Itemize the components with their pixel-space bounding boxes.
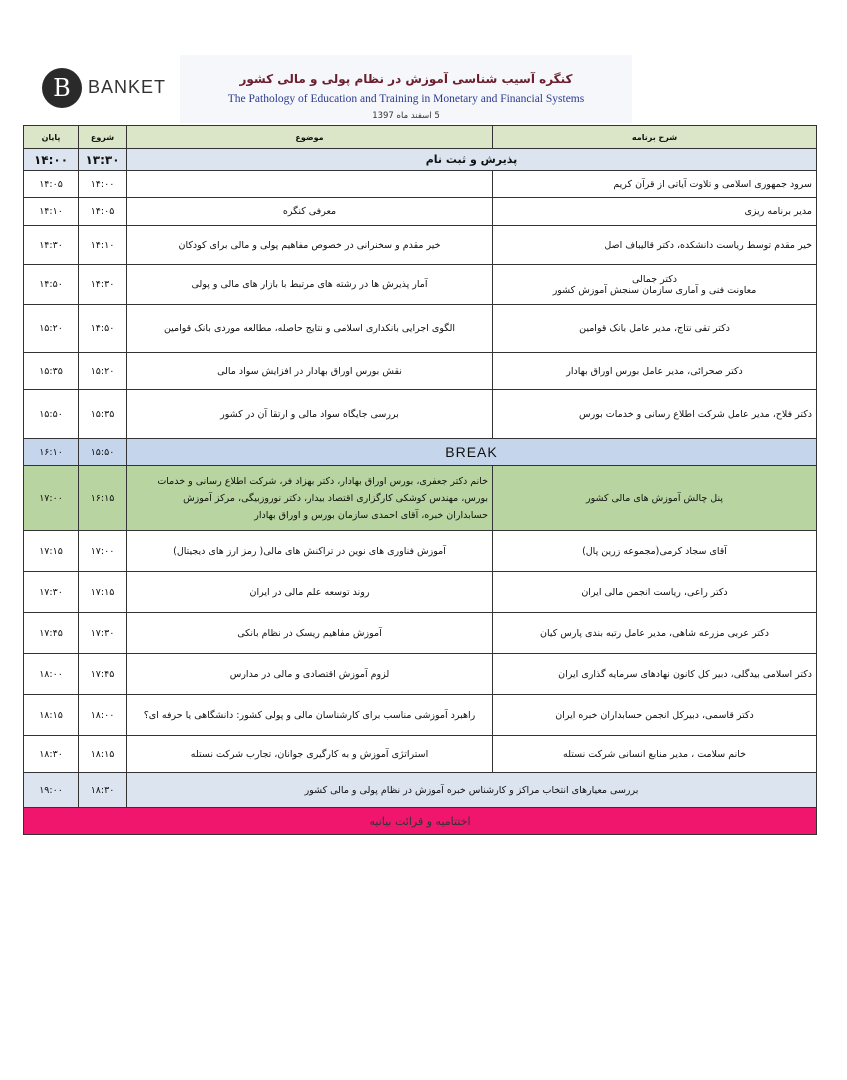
congress-header xyxy=(180,55,632,123)
title-english: The Pathology of Education and Training in Monetary and Financial Systems xyxy=(227,93,585,105)
table-row xyxy=(24,572,817,613)
topic-cell: آموزش فناوری های نوین در تراکنش های مالی( رمز ارز های دیجیتال) xyxy=(127,531,493,572)
description-cell: خانم سلامت ، مدیر منابع انسانی شرکت نستله xyxy=(493,736,817,773)
table-row xyxy=(24,390,817,439)
topic-cell: الگوی اجرایی بانکداری اسلامی و نتایج حاصله، مطالعه موردی بانک قوامین xyxy=(127,305,493,353)
panel-members-line: خانم دکتر جعفری، بورس اوراق بهادار، دکتر بهزاد فر، شرکت اطلاع رسانی و خدمات xyxy=(157,475,488,487)
start-time: ۱۸:۱۵ xyxy=(79,736,127,773)
closing-ceremony-row xyxy=(24,808,817,835)
description-cell: دکتر تقی نتاج، مدیر عامل بانک قوامین xyxy=(493,305,817,353)
banket-logo xyxy=(42,68,172,108)
panel-members-line: حسابداران خبره، آقای احمدی سازمان بورس و اوراق بهادار xyxy=(254,509,488,521)
table-row xyxy=(24,695,817,736)
end-time: ۱۷:۳۰ xyxy=(24,572,79,613)
end-time: ۱۴:۰۰ xyxy=(24,149,79,171)
table-row xyxy=(24,353,817,390)
header-start: شروع xyxy=(79,126,127,149)
table-row xyxy=(24,736,817,773)
description-cell: سرود جمهوری اسلامی و تلاوت آیاتی از قرآن کریم xyxy=(493,171,817,198)
speaker-title: معاونت فنی و آماری سازمان سنجش آموزش کشور xyxy=(552,284,757,296)
panel-members-line: بورس، مهندس کوشکی کارگزاری اقتصاد بیدار، دکتر نوروزبیگی، مرکز آموزش xyxy=(183,492,488,504)
end-time: ۱۸:۱۵ xyxy=(24,695,79,736)
start-time: ۱۷:۰۰ xyxy=(79,531,127,572)
table-row xyxy=(24,171,817,198)
table-header-row xyxy=(24,126,817,149)
schedule-table xyxy=(23,125,817,835)
event-date: 5 اسفند ماه 1397 xyxy=(372,111,440,121)
header-end: پایان xyxy=(24,126,79,149)
start-time: ۱۵:۳۵ xyxy=(79,390,127,439)
topic-cell: لزوم آموزش اقتصادی و مالی در مدارس xyxy=(127,654,493,695)
registration-row xyxy=(24,149,817,171)
start-time: ۱۴:۳۰ xyxy=(79,265,127,305)
topic-cell: استراتژی آموزش و به کارگیری جوانان، تجارب شرکت نستله xyxy=(127,736,493,773)
topic-cell: خیر مقدم و سخنرانی در خصوص مفاهیم پولی و مالی برای کودکان xyxy=(127,226,493,265)
end-time: ۱۵:۵۰ xyxy=(24,390,79,439)
description-cell: دکتر عربی مزرعه شاهی، مدیر عامل رتبه بندی پارس کیان xyxy=(493,613,817,654)
end-time: ۱۷:۴۵ xyxy=(24,613,79,654)
closing-review-label: بررسی معیارهای انتخاب مراکز و کارشناس خبره آموزش در نظام پولی و مالی کشور xyxy=(127,773,817,808)
description-cell: دکتر صحرائی، مدیر عامل بورس اوراق بهادار xyxy=(493,353,817,390)
header-topic: موضوع xyxy=(127,126,493,149)
start-time: ۱۷:۱۵ xyxy=(79,572,127,613)
start-time: ۱۴:۰۰ xyxy=(79,171,127,198)
end-time: ۱۴:۰۵ xyxy=(24,171,79,198)
table-row xyxy=(24,198,817,226)
end-time: ۱۵:۳۵ xyxy=(24,353,79,390)
registration-label: پذیرش و ثبت نام xyxy=(127,149,817,171)
end-time: ۱۴:۳۰ xyxy=(24,226,79,265)
description-cell: دکتر اسلامی بیدگلی، دبیر کل کانون نهادهای سرمایه گذاری ایران xyxy=(493,654,817,695)
end-time: ۱۷:۰۰ xyxy=(24,466,79,531)
title-persian: کنگره آسیب شناسی آموزش در نظام پولی و مالی کشور xyxy=(239,72,573,86)
start-time: ۱۸:۰۰ xyxy=(79,695,127,736)
topic-cell: بررسی جایگاه سواد مالی و ارتقا آن در کشور xyxy=(127,390,493,439)
start-time: ۱۷:۳۰ xyxy=(79,613,127,654)
start-time: ۱۷:۴۵ xyxy=(79,654,127,695)
end-time: ۱۸:۰۰ xyxy=(24,654,79,695)
panel-row xyxy=(24,466,817,531)
break-label: BREAK xyxy=(127,439,817,466)
topic-cell: روند توسعه علم مالی در ایران xyxy=(127,572,493,613)
table-row xyxy=(24,305,817,353)
header-description: شرح برنامه xyxy=(493,126,817,149)
description-cell: دکتر فلاح، مدیر عامل شرکت اطلاع رسانی و خدمات بورس xyxy=(493,390,817,439)
panel-title: پنل چالش آموزش های مالی کشور xyxy=(493,466,817,531)
start-time: ۱۴:۱۰ xyxy=(79,226,127,265)
table-row xyxy=(24,654,817,695)
closing-review-row xyxy=(24,773,817,808)
end-time: ۱۴:۱۰ xyxy=(24,198,79,226)
topic-cell xyxy=(127,171,493,198)
speaker-name: دکتر جمالی xyxy=(632,273,677,285)
start-time: ۱۸:۳۰ xyxy=(79,773,127,808)
logo-text: BANKET xyxy=(88,77,167,97)
end-time: ۱۸:۳۰ xyxy=(24,736,79,773)
end-time: ۱۷:۱۵ xyxy=(24,531,79,572)
description-cell: مدیر برنامه ریزی xyxy=(493,198,817,226)
start-time: ۱۵:۵۰ xyxy=(79,439,127,466)
start-time: ۱۴:۰۵ xyxy=(79,198,127,226)
table-row xyxy=(24,531,817,572)
start-time: ۱۶:۱۵ xyxy=(79,466,127,531)
start-time: ۱۳:۳۰ xyxy=(79,149,127,171)
end-time: ۱۶:۱۰ xyxy=(24,439,79,466)
description-cell: آقای سجاد کرمی(مجموعه زرین پال) xyxy=(493,531,817,572)
table-row xyxy=(24,265,817,305)
topic-cell: معرفی کنگره xyxy=(127,198,493,226)
end-time: ۱۵:۲۰ xyxy=(24,305,79,353)
topic-cell: آموزش مفاهیم ریسک در نظام بانکی xyxy=(127,613,493,654)
topic-cell: راهبرد آموزشی مناسب برای کارشناسان مالی و پولی کشور: دانشگاهی یا حرفه ای؟ xyxy=(127,695,493,736)
start-time: ۱۵:۲۰ xyxy=(79,353,127,390)
logo-mark: B xyxy=(42,68,82,108)
description-cell xyxy=(493,265,817,305)
topic-cell: آمار پذیرش ها در رشته های مرتبط با بازار های مالی و پولی xyxy=(127,265,493,305)
table-row xyxy=(24,613,817,654)
closing-ceremony-label: اختتامیه و قرائت بیانیه xyxy=(24,808,817,835)
description-cell: دکتر قاسمی، دبیرکل انجمن حسابداران خبره ایران xyxy=(493,695,817,736)
start-time: ۱۴:۵۰ xyxy=(79,305,127,353)
end-time: ۱۹:۰۰ xyxy=(24,773,79,808)
description-cell: دکتر راعی، ریاست انجمن مالی ایران xyxy=(493,572,817,613)
table-row xyxy=(24,226,817,265)
panel-members xyxy=(127,466,493,531)
end-time: ۱۴:۵۰ xyxy=(24,265,79,305)
break-row xyxy=(24,439,817,466)
topic-cell: نقش بورس اوراق بهادار در افزایش سواد مالی xyxy=(127,353,493,390)
description-cell: خیر مقدم توسط ریاست دانشکده، دکتر قالیباف اصل xyxy=(493,226,817,265)
